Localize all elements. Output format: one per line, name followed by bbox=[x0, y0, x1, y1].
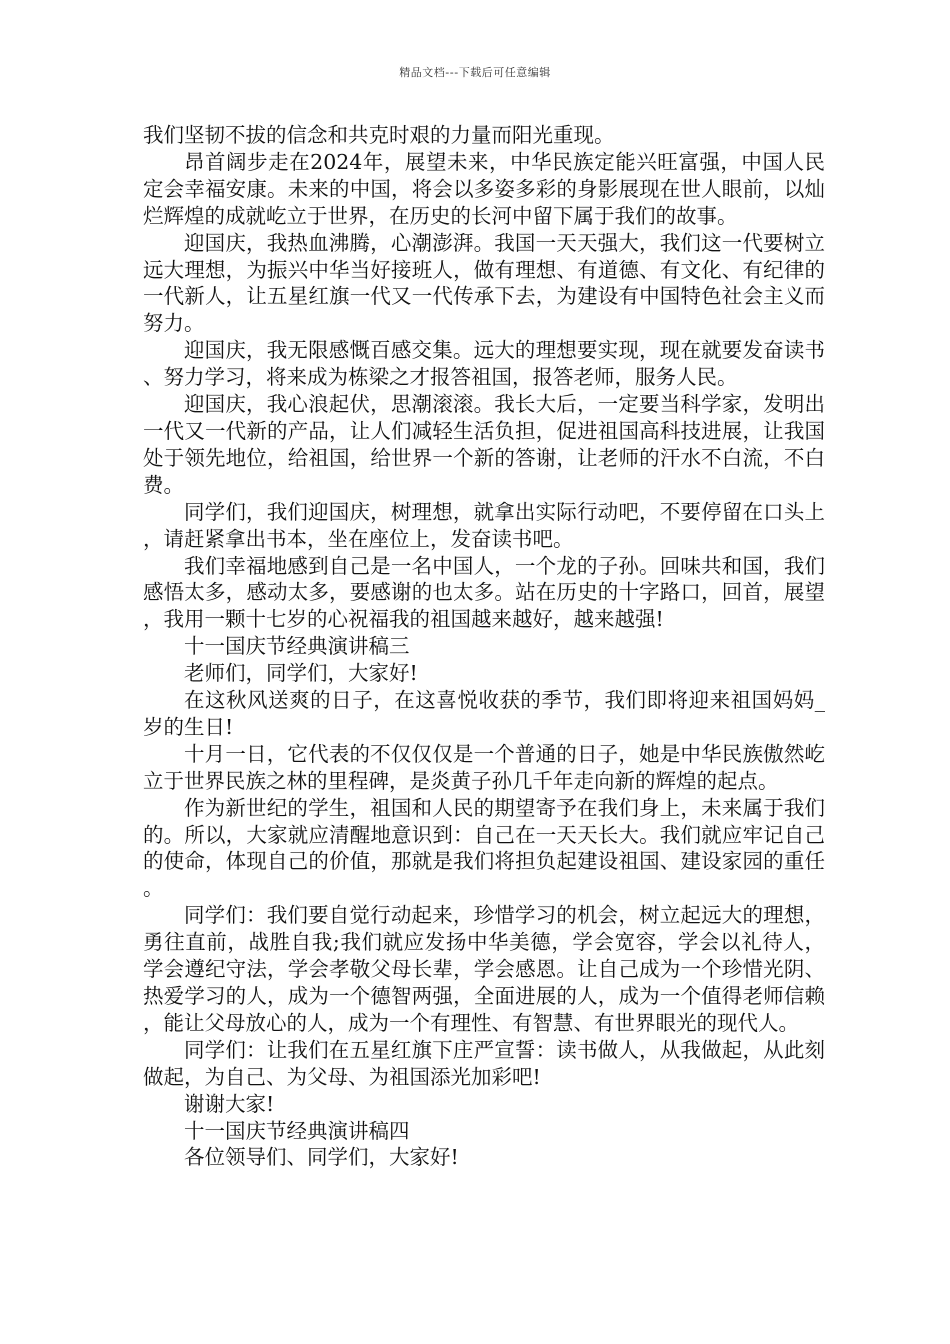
paragraph: 同学们：我们要自觉行动起来，珍惜学习的机会，树立起远大的理想，勇往直前，战胜自我;我们就应发扬中华美德，学会宽容，学会以礼待人，学会遵纪守法，学会孝敬父母长辈，学会感恩。让自己成为一个珍惜光阴、热爱学习的人，成为一个德智两强，全面进展的人，成为一个值得老师信赖，能让父母放心的人，成为一个有理性、有智慧、有世界眼光的现代人。 bbox=[143, 903, 825, 1035]
greeting: 老师们，同学们，大家好! bbox=[184, 661, 418, 686]
paragraph: 作为新世纪的学生，祖国和人民的期望寄予在我们身上，未来属于我们的。所以，大家就应清醒地意识到：自己在一天天长大。我们就应牢记自己的使命，体现自己的价值，那就是我们将担负起建设祖国、建设家园的重任。 bbox=[143, 795, 825, 901]
paragraph: 同学们：让我们在五星红旗下庄严宣誓：读书做人，从我做起，从此刻做起，为自己、为父母、为祖国添光加彩吧! bbox=[143, 1037, 825, 1089]
document-body bbox=[143, 122, 825, 1171]
paragraph: 迎国庆，我心浪起伏，思潮滚滚。我长大后，一定要当科学家，发明出一代又一代新的产品，让人们减轻生活负担，促进祖国高科技进展，让我国处于领先地位，给祖国，给世界一个新的答谢，让老师的汗水不白流，不白费。 bbox=[143, 392, 825, 497]
paragraph: 迎国庆，我热血沸腾，心潮澎湃。我国一天天强大，我们这一代要树立远大理想，为振兴中华当好接班人，做有理想、有道德、有文化、有纪律的一代新人，让五星红旗一代又一代传承下去，为建设有中国特色社会主义而努力。 bbox=[143, 230, 825, 336]
closing-line: 谢谢大家! bbox=[184, 1091, 275, 1116]
section-heading: 十一国庆节经典演讲稿三 bbox=[184, 634, 410, 659]
paragraph: 十月一日，它代表的不仅仅仅是一个普通的日子，她是中华民族傲然屹立于世界民族之林的里程碑，是炎黄子孙几千年走向新的辉煌的起点。 bbox=[143, 741, 825, 793]
paragraph: 我们幸福地感到自己是一名中国人，一个龙的子孙。回味共和国，我们感悟太多，感动太多，要感谢的也太多。站在历史的十字路口，回首，展望，我用一颗十七岁的心祝福我的祖国越来越好，越来越强! bbox=[143, 553, 825, 632]
paragraph: 同学们，我们迎国庆，树理想，就拿出实际行动吧，不要停留在口头上，请赶紧拿出书本，坐在座位上，发奋读书吧。 bbox=[143, 499, 825, 551]
paragraph: 在这秋风送爽的日子，在这喜悦收获的季节，我们即将迎来祖国妈妈_岁的生日! bbox=[143, 688, 825, 739]
paragraph: 迎国庆，我无限感慨百感交集。远大的理想要实现，现在就要发奋读书、努力学习，将来成为栋梁之才报答祖国，报答老师，服务人民。 bbox=[143, 338, 825, 390]
paragraph: 我们坚韧不拔的信念和共克时艰的力量而阳光重现。 bbox=[143, 123, 615, 147]
paragraph: 昂首阔步走在2024年，展望未来，中华民族定能兴旺富强，中国人民定会幸福安康。未来的中国，将会以多姿多彩的身影展现在世人眼前，以灿烂辉煌的成就屹立于世界，在历史的长河中留下属于我们的故事。 bbox=[143, 149, 825, 228]
greeting: 各位领导们、同学们，大家好! bbox=[184, 1145, 459, 1170]
section-heading: 十一国庆节经典演讲稿四 bbox=[184, 1118, 410, 1143]
page-header: 精品文档---下载后可任意编辑 bbox=[399, 66, 551, 79]
